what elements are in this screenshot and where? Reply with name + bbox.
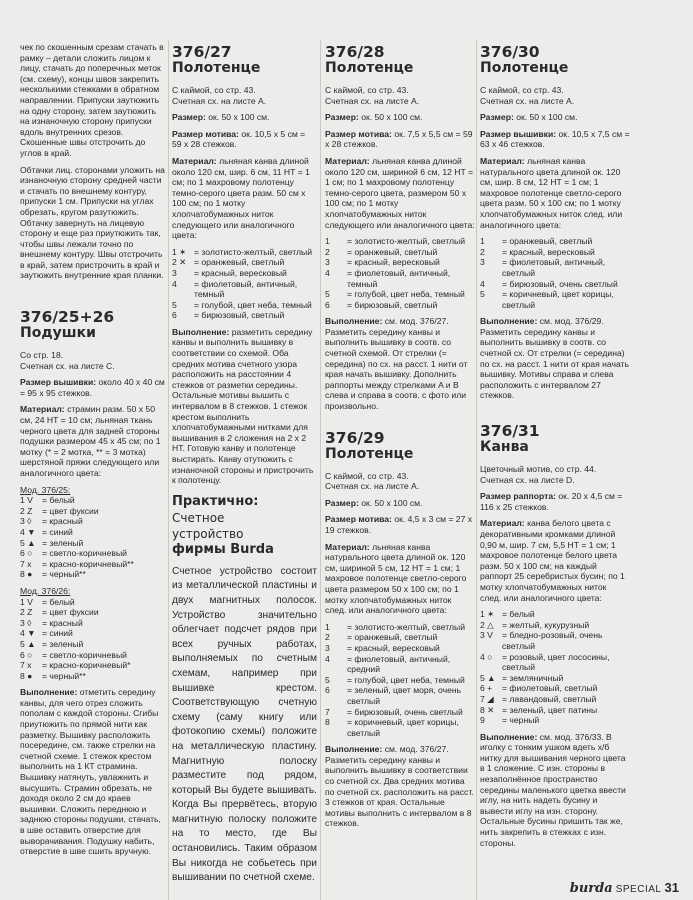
material-label: Материал: [20, 404, 65, 415]
edition-label: SPECIAL [615, 884, 662, 895]
legend-item: 4 ▼ = синий [20, 628, 73, 639]
legend-item: 2 Z = цвет фуксии [20, 505, 99, 516]
rapport-label: Размер раппорта: [480, 491, 556, 502]
size-label: Размер: [325, 112, 359, 123]
legend-item: 7 x = красно-коричневый** [20, 558, 134, 569]
size-paragraph [325, 112, 475, 123]
size-paragraph [480, 112, 630, 123]
legend-item: 8 ● = черный** [20, 670, 86, 681]
legend-item: 2 = оранжевый, светлый [325, 246, 438, 257]
box-body: Счетное устройство состоит из металлической пластины и двух магнитных полосок. Устройство значительно облегчает подсчет рядов при всех ручных работах, выполняемых по счетным схемам, например при вышивке крестом. Соответствующую счетную схему (саму книгу или фотокопию схемы) положите на металлическую пластину. Магнитную полоску разместите под рядом, который Вы будете вышивать. Когда Вы прервётесь, вторую магнитную полоску положите на то место, где Вы остановились. Таким образом Вы никогда не собьетесь при вышивании по счетной схеме. [172, 565, 317, 884]
motif-paragraph [325, 514, 475, 535]
material-label: Материал: [325, 155, 370, 166]
motif-paragraph [480, 129, 630, 150]
material-value: страмин разм. 50 x 50 см, 24 НТ = 10 см; льняная ткань черного цвета для задней стороны подушки размером 45 x 45 см; по 1 мотку (* = 2 мотка, ** = 3 мотка) шерстяной пряжи следующего или аналогичного цвета: [20, 404, 161, 478]
legend-item: 3 V = бледно-розовый, очень светлый [480, 630, 603, 651]
legend-item: 1 = золотисто-желтый, светлый [325, 621, 465, 632]
material-paragraph [325, 156, 475, 230]
article-title: Канва [480, 439, 529, 456]
work-paragraph [325, 316, 475, 411]
size-value: ок. 50 x 100 см. [208, 112, 270, 123]
legend-item: 3 ◊ = красный [20, 617, 83, 628]
column-2 [172, 40, 317, 886]
material-label: Материал: [325, 541, 370, 552]
size-paragraph [325, 498, 475, 509]
motif-label: Размер вышивки: [480, 128, 557, 139]
scheme-ref: Счетная сх. на листе A. [325, 481, 420, 492]
legend-item: 2 = красный, вересковый [480, 246, 595, 257]
mod-label: Мод. 376/25: [20, 484, 71, 495]
column-divider [476, 40, 477, 900]
source-ref: С каймой, со стр. 43. [325, 85, 409, 95]
work-value: см. мод. 376/33. В иголку с тонким ушком вдеть х/б нитку для вышивания черного цвета в 1 сложение. С изн. стороны в незаполнённое пространство середины маленького цветка ввести иглу, на нить надеть бусину и вывести иглу на изн. сторону. Остальные бусины пришить так же, нить закрепить в стежках с изн. стороны. [480, 731, 626, 848]
legend-item: 1 ✶ = белый [480, 609, 535, 620]
legend-item: 6 = зеленый, цвет моря, очень светлый [325, 685, 462, 706]
legend-item: 1 V = белый [20, 596, 75, 607]
legend-item: 1 V = белый [20, 495, 75, 506]
size-label: Размер: [325, 497, 359, 508]
source-ref: Со стр. 18. [20, 350, 64, 361]
column-4 [480, 40, 630, 854]
material-value: льняная канва длиной около 120 см, шир. 6 см, 11 НТ = 1 см; по 1 махровому полотенцу темно-серого цвета разм. 50 см x 100 см; по 1 мотку хлопчатобумажных ниток следующего или аналогичного цвета: [172, 155, 310, 241]
legend-item: 8 ● = черный** [20, 569, 86, 580]
legend-item: 5 = коричневый, цвет корицы, светлый [480, 289, 614, 310]
legend-item: 4 ▼ = синий [20, 526, 73, 537]
article-number: 376/28 [325, 43, 385, 61]
color-legend [325, 622, 475, 739]
source-ref: С каймой, со стр. 43. [480, 85, 564, 95]
legend-item: 6 ○ = светло-коричневый [20, 548, 127, 559]
page-footer [570, 880, 679, 896]
size-value: ок. 50 x 100 см. [516, 112, 578, 123]
material-value: канва белого цвета с декоративными кромками длиной 0,90 м, шир. 7 см, 5,5 НТ = 1 см; 1 махровое полотенце белого цвета разм. 50 x 100 см; на каждый раппорт 25 серебристых бусин; по 1 мотку хлопчатобумажных ниток след. или аналогичного цвета: [480, 518, 625, 603]
article-title: Полотенце [325, 60, 414, 76]
size-label: Размер: [480, 112, 514, 123]
material-label: Материал: [480, 518, 525, 529]
legend-item: 5 = голубой, цвет неба, темный [172, 299, 312, 310]
material-paragraph [480, 156, 630, 230]
work-label: Выполнение: [20, 687, 78, 698]
work-value: отметить середину канвы, для чего отрез сложить пополам с каждой стороны. Сгибы приутюжить по прямой нити как разметку. Вышивку расположить посередине, см. также стрелки на счетной схеме. 1 стежок крестом выполнить на 1 КТ страмина. Вышивку натянуть, увлажнить и высушить. Страмин обрезать, не доходя около 2 см до краев вышивки. Сложить переднюю и заднюю стороны подушки, стачать, в шве оставить отверстие для выворачивания. Подушку набить, отверстие в шве сшить вручную. [20, 687, 161, 857]
rapport-paragraph [480, 491, 630, 512]
legend-item: 7 = бирюзовый, очень светлый [325, 706, 463, 717]
work-label: Выполнение: [480, 316, 538, 327]
legend-item: 4 = бирюзовый, очень светлый [480, 278, 618, 289]
legend-item: 2 ✕ = оранжевый, светлый [172, 257, 285, 268]
size-value: около 40 x 40 см = 95 x 95 стежков. [20, 377, 165, 398]
legend-item: 3 = красный, вересковый [172, 267, 287, 278]
legend-item: 6 + = фиолетовый, светлый [480, 683, 598, 694]
work-paragraph [480, 732, 630, 849]
legend-item: 4 ○ = розовый, цвет лососины, светлый [480, 651, 610, 673]
legend-item: 4 = фиолетовый, античный, темный [172, 278, 298, 300]
box-title-line: устройство [172, 526, 244, 541]
legend-item: 2 Z = цвет фуксии [20, 607, 99, 618]
work-paragraph [20, 687, 165, 857]
motif-label: Размер мотива: [325, 128, 392, 139]
motif-label: Размер мотива: [325, 514, 392, 525]
column-1 [20, 42, 165, 863]
legend-item: 2 △ = желтый, кукурузный [480, 619, 590, 630]
article-number: 376/30 [480, 43, 540, 61]
work-label: Выполнение: [172, 326, 230, 337]
work-value: см. мод. 376/27. Разметить середину канвы и выполнить вышивку в соотв. со счетной схемой. От стрелки (= середина) по сх. на расст. 1 нити от края начать вышивку. Дополнить раппорты между стрелками A и B слева и справа в соотв. с фото или произвольно. [325, 316, 468, 412]
legend-item: 5 ▲ = зеленый [20, 638, 84, 649]
work-label: Выполнение: [325, 744, 383, 755]
scheme-ref: Счетная сх. на листе A. [480, 95, 575, 106]
article-title: Полотенце [480, 60, 569, 76]
brand-logo: burda [569, 881, 613, 896]
size-label: Размер вышивки: [20, 377, 97, 388]
work-paragraph [325, 744, 475, 829]
motif-value: ок. 4,5 x 3 см = 27 x 19 стежков. [325, 514, 473, 535]
box-title-line: Практично: [172, 493, 259, 509]
scheme-ref: Счетная сх. на листе A. [172, 95, 267, 106]
size-label: Размер: [172, 112, 206, 123]
work-value: разметить середину канвы и выполнить вышивку в соответствии со схемой. Оба средних мотива счетного узора расположить на расстоянии 4 стежков от разметки середины. Остальные мотивы вышить с интервалом в 8 стежков. 1 стежок крестом выполнить хлопчатобумажными нитками для вышивания в 2 сложения на 2 x 2 НТ. Готовую канву и полотенце выстирать. Канву отутюжить с изнаночной стороны и пристрочить к полотенцу. [172, 326, 314, 486]
material-paragraph [480, 518, 630, 603]
legend-item: 7 x = красно-коричневый* [20, 660, 131, 671]
motif-paragraph [325, 129, 475, 150]
box-title [172, 494, 317, 558]
size-paragraph [20, 377, 165, 398]
color-legend [480, 236, 630, 310]
legend-item: 3 = красный, вересковый [325, 257, 440, 268]
size-paragraph [172, 112, 317, 123]
work-label: Выполнение: [480, 731, 538, 742]
material-paragraph [20, 404, 165, 478]
scheme-ref: Счетная сх. на листе A. [325, 95, 420, 106]
motif-paragraph [172, 129, 317, 150]
legend-item: 8 ✕ = зеленый, цвет патины [480, 704, 598, 715]
color-legend [480, 609, 630, 726]
legend-item: 9 = черный [480, 715, 540, 726]
legend-item: 5 = голубой, цвет неба, темный [325, 289, 465, 300]
column-divider [168, 40, 169, 900]
legend-item: 8 = коричневый, цвет корицы, светлый [325, 717, 459, 738]
box-title-line: фирмы Burda [172, 541, 274, 557]
material-value: льняная канва натурального цвета длиной ок. 120 см, шириной 5 см, 12 НТ = 1 см; 1 махровое полотенце светло-серого цвета размером 50 x 100 см; по 1 мотку хлопчатобумажных ниток след. или аналогичного цвета: [325, 541, 467, 616]
legend-item: 7 ◢ = лавандовый, светлый [480, 693, 597, 704]
obtachki-text: Обтачки лиц. сторонами уложить на изнаночную сторону средней части и стачать по внешнему контуру, припуски 1 см. Припуски на углах обрезать, кругом разутюжить. Обтачку завернуть на лицевую сторону и еще раз приутюжить так, чтобы швы лежали точно по внешнему контуру. Швы отстрочить в край, затем пристрочить в край и заутюжить внутренние края планки. [20, 164, 165, 281]
material-paragraph [325, 542, 475, 616]
material-paragraph [172, 156, 317, 241]
motif-value: ок. 10,5 x 5 см = 59 x 28 стежков. [172, 128, 306, 150]
legend-item: 1 = золотисто-желтый, светлый [325, 236, 465, 247]
motif-value: ок. 7,5 x 5,5 см = 59 x 28 стежков. [325, 128, 473, 150]
material-label: Материал: [172, 155, 217, 166]
legend-item: 3 = красный, вересковый [325, 642, 440, 653]
work-label: Выполнение: [325, 316, 383, 327]
color-legend [20, 597, 165, 682]
article-title: Полотенце [172, 60, 261, 76]
box-title-line: Счетное [172, 510, 225, 525]
motif-value: ок. 10,5 x 7,5 см = 63 x 46 стежков. [480, 128, 630, 150]
column-divider [320, 40, 321, 900]
article-number: 376/31 [480, 422, 540, 441]
page-number: 31 [664, 880, 679, 895]
article-number: 376/27 [172, 43, 232, 61]
work-paragraph [172, 327, 317, 486]
work-value: см. мод. 376/27. Разметить середину канвы и выполнить вышивку в соответствии со счетной сх. Два средних мотива по счетной сх. расположить на расст. 3 стежков от края. Остальные мотивы выполнить с интервалом в 8 стежков. [325, 744, 474, 829]
work-value: см. мод. 376/29. Разметить середину канвы и выполнить вышивку в соотв. со счетной сх. От стрелки (= середина) по сх. на расст. 1 нити от края начать вышивку. Мотивы справа и слева расположить с интервалом 27 стежков. [480, 316, 629, 401]
color-legend [172, 247, 317, 321]
legend-item: 1 = оранжевый, светлый [480, 236, 593, 247]
color-legend [20, 495, 165, 580]
legend-item: 4 = фиолетовый, античный, темный [325, 267, 451, 289]
intro-text: чек по скошенным срезам стачать в рамку – детали сложить лицом к лицу, стачать до поперечных меток (см. схему), концы швов закрепить несколькими стежками в обратном направлении. Припуски заутюжить на одну сторону, затем заутюжить на изнаночную сторону припуски вдоль внутренних срезов. Скошенные швы отстрочить до углов в край. [20, 42, 164, 158]
legend-item: 3 = фиолетовый, античный, светлый [480, 257, 606, 278]
scheme-ref: Счетная сх. на листе C. [20, 360, 115, 371]
scheme-ref: Счетная сх. на листе D. [480, 474, 575, 485]
size-value: ок. 50 x 100 см. [361, 497, 423, 508]
legend-item: 3 ◊ = красный [20, 516, 83, 527]
legend-item: 2 = оранжевый, светлый [325, 632, 438, 643]
legend-item: 6 ○ = светло-коричневый [20, 649, 127, 660]
source-ref: Цветочный мотив, со стр. 44. [480, 464, 597, 475]
legend-item: 6 = бирюзовый, светлый [172, 310, 285, 321]
article-number: 376/25+26 [20, 308, 115, 327]
source-ref: С каймой, со стр. 43. [172, 85, 256, 95]
column-3 [325, 40, 475, 835]
article-title: Подушки [20, 325, 96, 342]
legend-item: 5 ▲ = земляничный [480, 672, 564, 683]
material-value: льняная канва натурального цвета длиной ок. 120 см, шир. 8 см, 12 НТ = 1 см; 1 махровое полотенце светло-серого цвета разм. 50 x 100 см; по 1 мотку хлопчатобумажных ниток след. или аналогичного цвета: [480, 155, 623, 230]
material-label: Материал: [480, 155, 525, 166]
legend-item: 6 = бирюзовый, светлый [325, 299, 438, 310]
material-value: льняная канва длиной около 120 см, шириной 6 см, 12 НТ = 1 см; по 1 махровому полотенцу темно-серого цвета, размером 50 x 100 см; по 1 мотку хлопчатобумажных ниток следующего или аналогичного цвета: [325, 155, 475, 230]
rapport-value: ок. 20 x 4,5 см = 116 x 25 стежков. [480, 491, 623, 512]
legend-item: 4 = фиолетовый, античный, средний [325, 653, 451, 675]
legend-item: 1 ✶ = золотисто-желтый, светлый [172, 246, 312, 257]
article-number: 376/29 [325, 428, 385, 447]
size-value: ок. 50 x 100 см. [361, 112, 423, 123]
mod-label: Мод. 376/26: [20, 585, 71, 596]
work-paragraph [480, 316, 630, 401]
legend-item: 5 ▲ = зеленый [20, 537, 84, 548]
color-legend [325, 236, 475, 310]
source-ref: С каймой, со стр. 43. [325, 470, 409, 481]
motif-label: Размер мотива: [172, 128, 239, 139]
legend-item: 5 = голубой, цвет неба, темный [325, 674, 465, 685]
article-title: Полотенце [325, 445, 414, 462]
